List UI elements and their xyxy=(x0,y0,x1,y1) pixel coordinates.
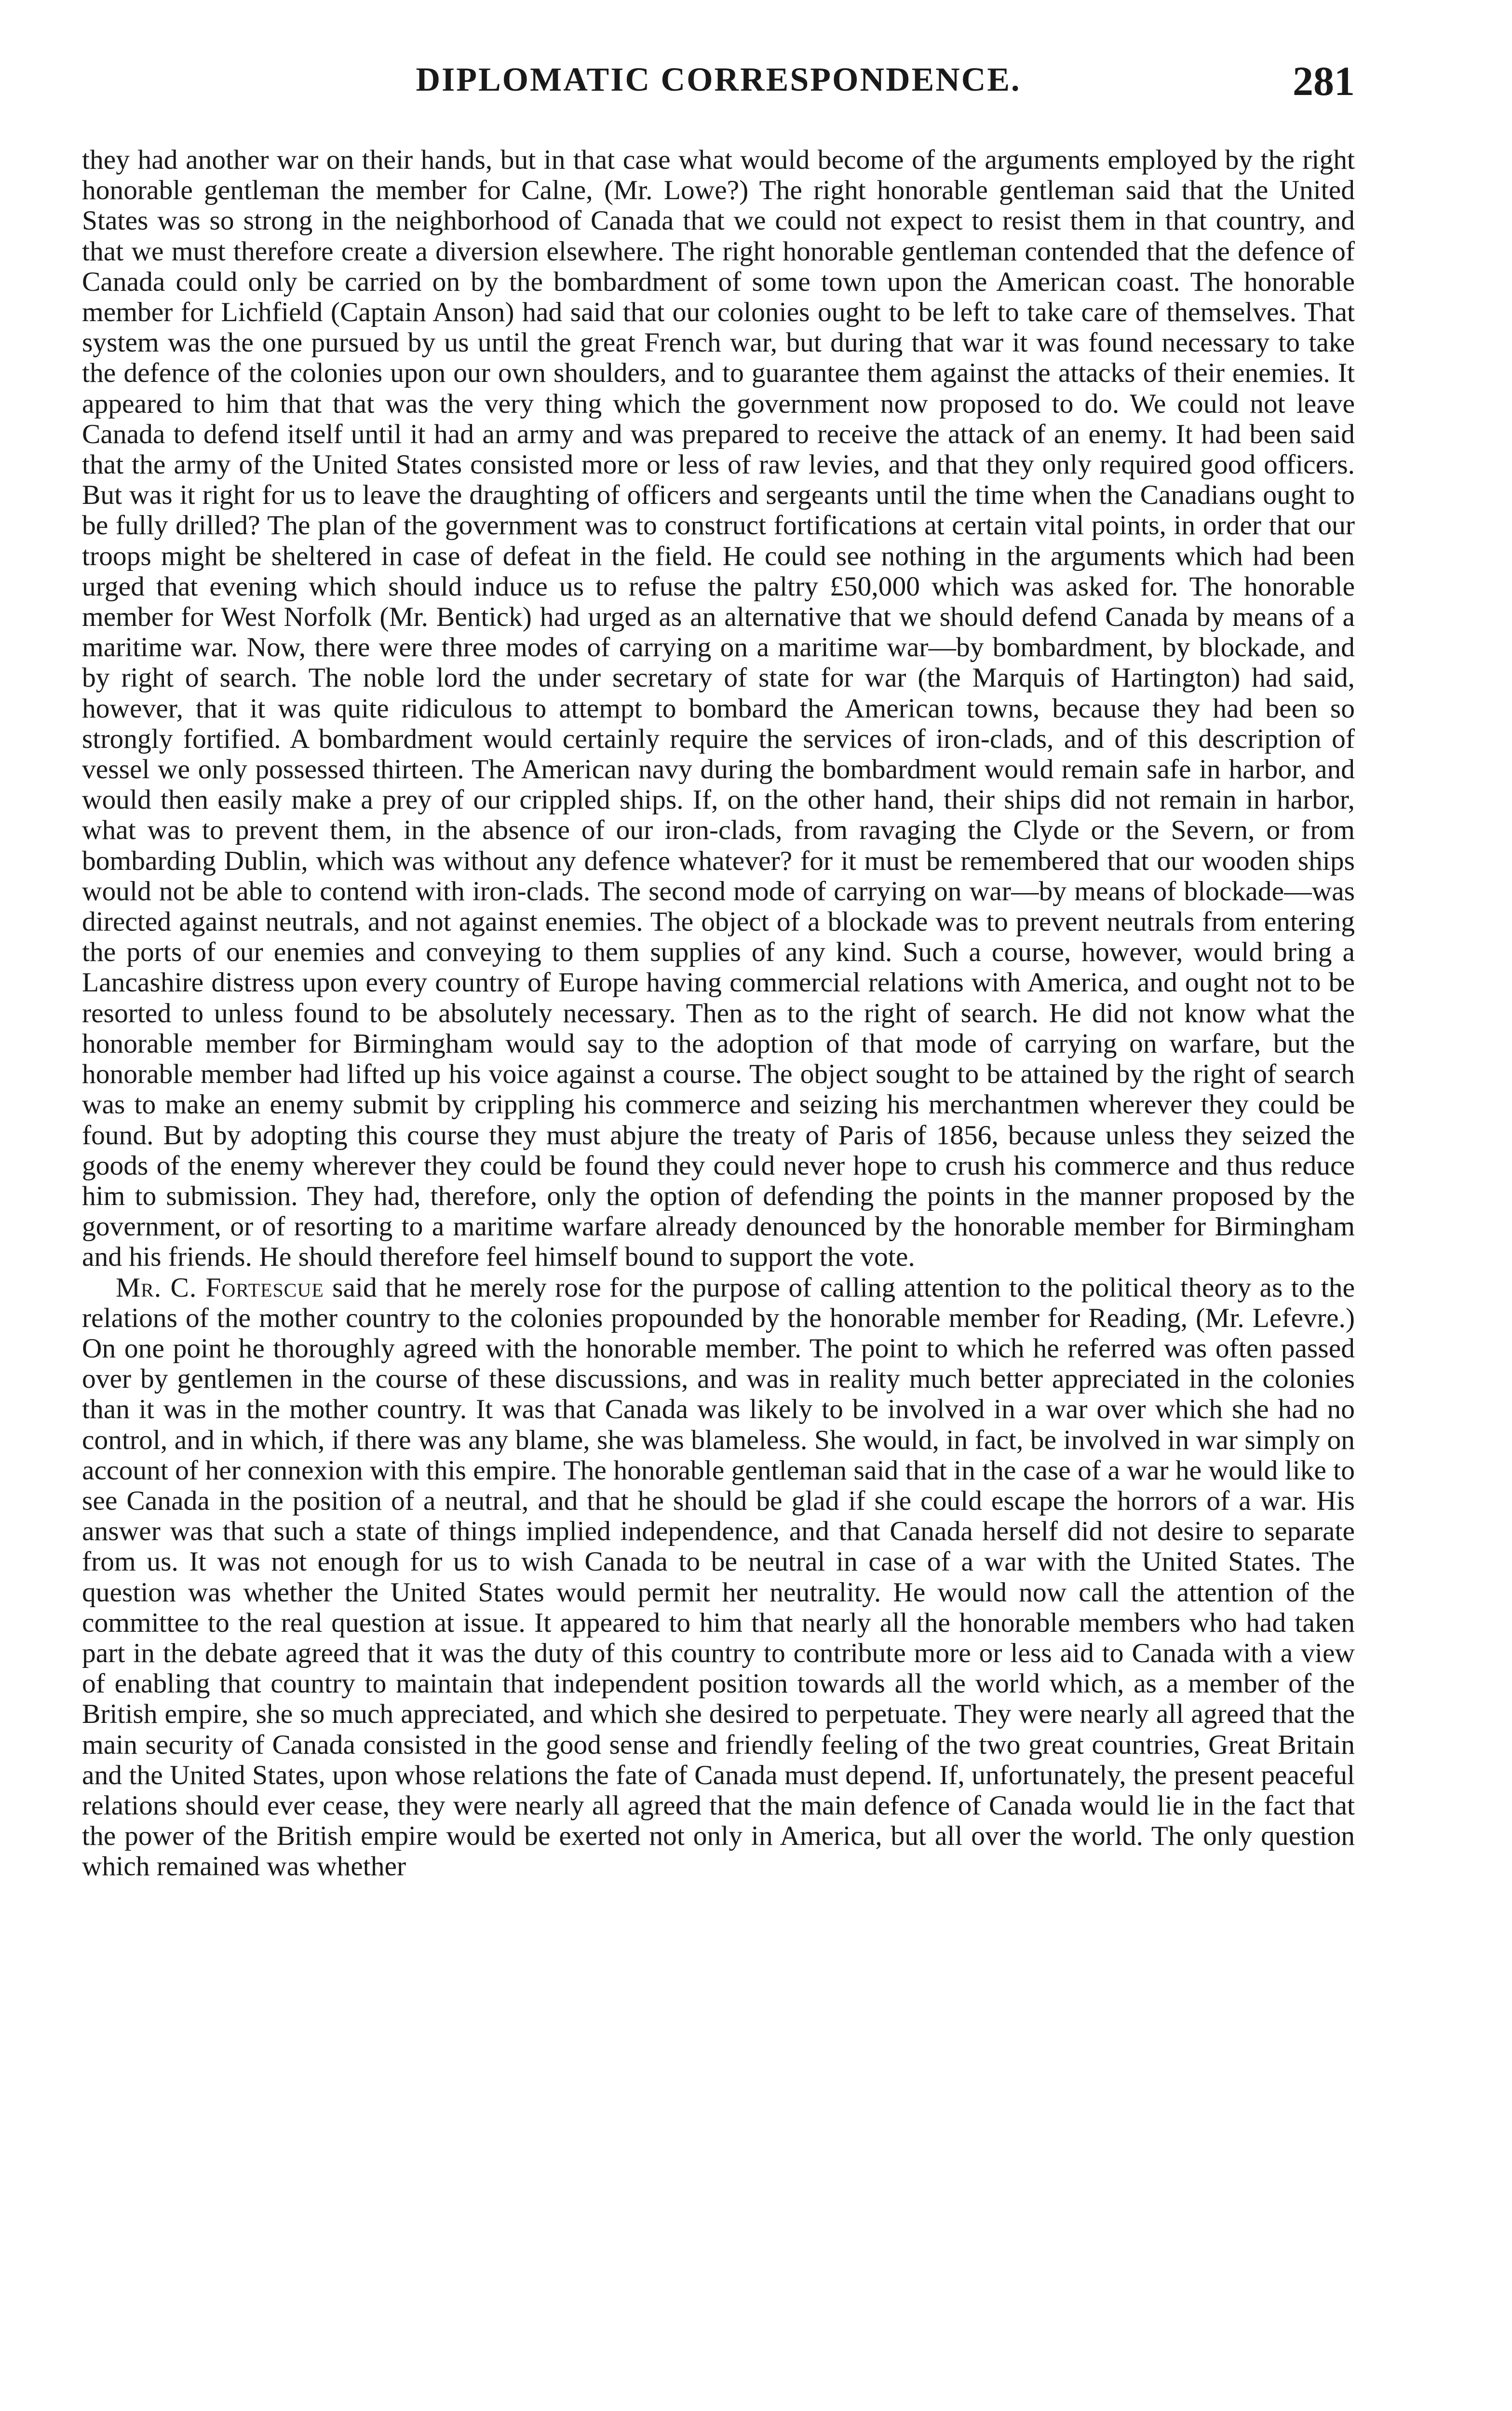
body-text xyxy=(82,145,1355,1882)
speaker-name: Mr. C. Fortescue xyxy=(116,1272,324,1303)
paragraph-1: they had another war on their hands, but in that case what would become of the arguments employed by the right honorable gentleman the member for Calne, (Mr. Lowe?) The right honorable gentleman said that the United States was so strong in the neighborhood of Canada that we could not expect to resist them in that country, and that we must therefore create a diversion elsewhere. The right honorable gentleman contended that the defence of Canada could only be carried on by the bombardment of some town upon the American coast. The honorable member for Lichfield (Captain Anson) had said that our colonies ought to be left to take care of themselves. That system was the one pursued by us until the great French war, but during that war it was found necessary to take the defence of the colonies upon our own shoulders, and to guarantee them against the attacks of their enemies. It appeared to him that that was the very thing which the government now proposed to do. We could not leave Canada to defend itself until it had an army and was prepared to receive the attack of an enemy. It had been said that the army of the United States consisted more or less of raw levies, and that they only required good officers. But was it right for us to leave the draughting of officers and sergeants until the time when the Canadians ought to be fully drilled? The plan of the government was to construct fortifications at certain vital points, in order that our troops might be sheltered in case of defeat in the field. He could see nothing in the arguments which had been urged that evening which should induce us to refuse the paltry £50,000 which was asked for. The honorable member for West Norfolk (Mr. Bentick) had urged as an alternative that we should defend Canada by means of a maritime war. Now, there were three modes of carrying on a maritime war—by bombardment, by blockade, and by right of search. The noble lord the under secretary of state for war (the Marquis of Hartington) had said, however, that it was quite ridiculous to attempt to bombard the American towns, because they had been so strongly fortified. A bombardment would certainly require the services of iron-clads, and of this description of vessel we only possessed thirteen. The American navy during the bombardment would remain safe in harbor, and would then easily make a prey of our crippled ships. If, on the other hand, their ships did not remain in harbor, what was to prevent them, in the absence of our iron-clads, from ravaging the Clyde or the Severn, or from bombarding Dublin, which was without any defence whatever? for it must be remembered that our wooden ships would not be able to contend with iron-clads. The second mode of carrying on war—by means of blockade—was directed against neutrals, and not against enemies. The object of a blockade was to prevent neutrals from entering the ports of our enemies and conveying to them supplies of any kind. Such a course, however, would bring a Lancashire distress upon every country of Europe having commercial relations with America, and ought not to be resorted to unless found to be absolutely necessary. Then as to the right of search. He did not know what the honorable member for Birmingham would say to the adoption of that mode of carrying on warfare, but the honorable member had lifted up his voice against a course. The object sought to be attained by the right of search was to make an enemy submit by crippling his commerce and seizing his merchantmen wherever they could be found. But by adopting this course they must abjure the treaty of Paris of 1856, because unless they seized the goods of the enemy wherever they could be found they could never hope to crush his commerce and thus reduce him to submission. They had, therefore, only the option of defending the points in the manner proposed by the government, or of resorting to a maritime warfare already denounced by the honorable member for Birmingham and his friends. He should therefore feel himself bound to support the vote. xyxy=(82,145,1355,1273)
paragraph-2-text: said that he merely rose for the purpose of calling attention to the political theory as to the relations of the mother country to the colonies propounded by the honorable member for Reading, (Mr. Lefevre.) On one point he thoroughly agreed with the honorable member. The point to which he referred was often passed over by gentlemen in the course of these discussions, and was in reality much better appreciated in the colonies than it was in the mother country. It was that Canada was likely to be involved in a war over which she had no control, and in which, if there was any blame, she was blameless. She would, in fact, be involved in war simply on account of her connexion with this empire. The honorable gentleman said that in the case of a war he would like to see Canada in the position of a neutral, and that he should be glad if she could escape the horrors of a war. His answer was that such a state of things implied independence, and that Canada herself did not desire to separate from us. It was not enough for us to wish Canada to be neutral in case of a war with the United States. The question was whether the United States would permit her neutrality. He would now call the attention of the committee to the real question at issue. It appeared to him that nearly all the honorable members who had taken part in the debate agreed that it was the duty of this country to contribute more or less aid to Canada with a view of enabling that country to maintain that independent position towards all the world which, as a member of the British empire, she so much appreciated, and which she desired to perpetuate. They were nearly all agreed that the main security of Canada consisted in the good sense and friendly feeling of the two great countries, Great Britain and the United States, upon whose relations the fate of Canada must depend. If, unfortunately, the present peaceful relations should ever cease, they were nearly all agreed that the main defence of Canada would lie in the fact that the power of the British empire would be exerted not only in America, but all over the world. The only question which remained was whether xyxy=(82,1272,1355,1882)
running-head xyxy=(82,57,1355,110)
paragraph-2 xyxy=(82,1273,1355,1882)
running-title: DIPLOMATIC CORRESPONDENCE. xyxy=(416,61,1021,98)
page-number: 281 xyxy=(1293,58,1355,104)
